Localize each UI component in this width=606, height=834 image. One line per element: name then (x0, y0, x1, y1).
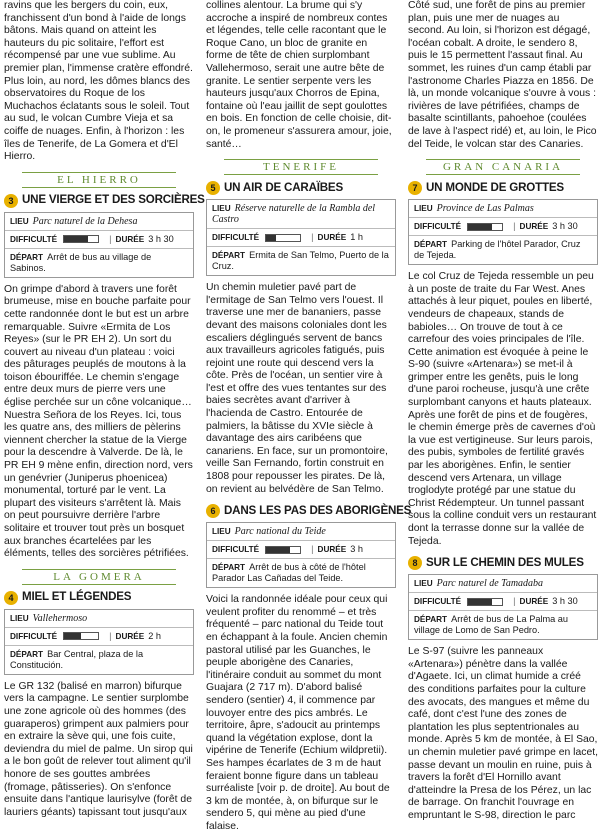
info-difficulty-duration: DIFFICULTÉ | DURÉE 1 h (207, 229, 395, 247)
region-heading-el-hierro: EL HIERRO (22, 172, 176, 188)
section-header-8 (408, 556, 598, 570)
info-lieu: LIEU Parc naturel de Tamadaba (409, 575, 597, 593)
difficulty-bar (467, 598, 503, 606)
info-box (206, 522, 396, 588)
article-text: collines alentour. La brume qui s'y accroche a inspiré de nombreux contes et légendes, telle celle racontant que le Roque Cano, un bloc de granite en forme de tête de chien surplombant Vallehermoso, serait une autre bête de granite. Le sentier serpente vers les hauteurs jusqu'aux Chorros de Epina, fontaine où l'eau jaillit de sept goulottes en bois. En fonction de celle choisie, dit-on, le promeneur s'assurera amour, joie, santé… (206, 0, 392, 150)
region-heading-la-gomera: LA GOMERA (22, 569, 176, 585)
section-header-7 (408, 181, 598, 195)
info-depart: DÉPART Arrêt de bus de La Palma au village de Lomo de San Pedro. (414, 614, 569, 636)
info-lieu: LIEU Parc naturel de la Dehesa (5, 213, 193, 231)
difficulty-bar (467, 223, 503, 231)
info-depart: DÉPART Bar Central, plaza de la Constitución. (10, 648, 144, 670)
section-title: UNE VIERGE ET DES SORCIÈRES (22, 193, 205, 207)
article-text: On grimpe d'abord à travers une forêt brumeuse, mise en bouche parfaite pour cette randonnée dont le but est un arbre remarquable. Suivre «Ermita de Los Reyes» (sur le PR EH 2). Un sort du couvert au niveau d'un plateau : voici des pâturages peuplés de moutons à la toison ébouriffée. Le chemin s'engage entre deux murs de pierre vers une église perchée sur un cône volcanique… Nuestra Señora de los Reyes. Ici, tous les quatre ans, des milliers de pèlerins viennent chercher la statue de la Vierge pour la descendre à Valverde. De là, le PR EH 9 mène enfin, direction nord, vers un genévrier (Juniperus phoenicea) monumental, torturé par le vent. La plupart des visiteurs s'arrêtent là. Mais on peut poursuivre derrière l'arbre solitaire et trouver tout près un bosquet aux branches écartelées par les éléments, telles des sorcières pétrifiées. (4, 283, 193, 560)
info-depart: DÉPART Parking de l'hôtel Parador, Cruz de Tejeda. (414, 239, 581, 261)
info-lieu: LIEU Vallehermoso (5, 610, 193, 628)
article-text: Voici la randonnée idéale pour ceux qui veulent profiter du renommé – et très fréquenté – parc national du Teide tout en échappant à la foule. Ancien chemin pastoral utilisé par les Guanches, le peuple aborigène des Canaries, l'itinéraire conduit au sommet du mont Guajara (2 717 m). D'abord balisé sendero (sentier) 4, il commence par louvoyer entre des pics ambrés. Le territoire, âpre, s'adoucit au printemps quand la végétation explose, dont la vipérine de Tenerife (Echium wildpretii). Ses hampes écarlates de 3 m de haut feraient bonne figure dans un tableau surréaliste [voir p. de droite]. Au bout de 3 km de montée, à, on bifurque sur le sendero 5, qui mène au pied d'une falaise. (206, 594, 390, 832)
info-box (408, 199, 598, 265)
info-difficulty-duration: DIFFICULTÉ | DURÉE 3 h (207, 541, 395, 559)
section-title: SUR LE CHEMIN DES MULES (426, 555, 584, 569)
article-text: Le S-97 (suivre les panneaux «Artenara») pénètre dans la vallée d'Agaete. Ici, un climat humide a créé des conditions parfaites pour la culture des avocats, des mangues et même du café, dont c'est l'une des zones de plantation les plus septentrionales au monde. Après 5 km de montée, à El Sao, un chemin muletier pavé grimpe en lacet, passe devant un moulin en ruine, puis à travers la forêt d'El Hornillo avant d'atteindre la Presa de los Pérez, un lac de barrage. On franchit l'ouvrage en empruntant le S-98, direction le parc (408, 646, 599, 821)
info-difficulty-duration: DIFFICULTÉ | DURÉE 3 h 30 (5, 231, 193, 249)
info-difficulty-duration: DIFFICULTÉ | DURÉE 3 h 30 (409, 218, 597, 236)
section-title: UN MONDE DE GROTTES (426, 180, 564, 194)
section-number-badge: 6 (206, 504, 220, 518)
difficulty-bar (63, 235, 99, 243)
difficulty-bar (265, 546, 301, 554)
section-number-badge: 3 (4, 194, 18, 208)
info-lieu: LIEU Réserve naturelle de la Rambla del Castro (207, 200, 395, 229)
section-header-3 (4, 193, 205, 208)
info-box (4, 212, 194, 278)
info-difficulty-duration: DIFFICULTÉ | DURÉE 2 h (5, 628, 193, 646)
column-1 (4, 0, 205, 819)
section-number-badge: 7 (408, 181, 422, 195)
info-lieu: LIEU Province de Las Palmas (409, 200, 597, 218)
info-lieu: LIEU Parc national du Teide (207, 523, 395, 541)
info-depart: DÉPART Ermita de San Telmo, Puerto de la Cruz. (212, 250, 389, 272)
info-depart: DÉPART Arrêt de bus au village de Sabinos. (10, 251, 152, 273)
info-depart: DÉPART Arrêt de bus à côté de l'hôtel Parador Las Cañadas del Teide. (212, 562, 366, 584)
info-box (408, 574, 598, 640)
column-2 (206, 0, 412, 834)
section-title: MIEL ET LÉGENDES (22, 590, 132, 604)
article-text: Le col Cruz de Tejeda ressemble un peu à un poste de traite du Far West. Anes attachés à leur piquet, poules en liberté, vendeurs de chapeaux, stands de babioles… On trouve de tout à ce carrefour des voies principales de l'île. Cette animation est évoquée à peine le S-90 (suivre «Artenara») se met-il à grimper entre les genêts, puis le long d'une paroi rocheuse, jusqu'à une crête surplombant canyons et hauts plateaux. Après une forêt de pins et de fougères, le chemin émerge près de cavernes d'où la vue est vertigineuse. Sur leurs parois, des pubis, symboles de fertilité gravés par les aborigènes. Enfin, le sentier descend vers Artenara, un village troglodyte protégé par une statue du Christ Rédempteur. Un tunnel passant sous la colline conduit vers un restaurant dont la terrasse donne sur la vallée de Tejeda. (408, 271, 597, 547)
info-difficulty-duration: DIFFICULTÉ | DURÉE 3 h 30 (409, 593, 597, 611)
region-heading-gran-canaria: GRAN CANARIA (426, 159, 580, 175)
section-number-badge: 8 (408, 556, 422, 570)
difficulty-bar (63, 632, 99, 640)
article-text: Le GR 132 (balisé en marron) bifurque vers la campagne. Le sentier surplombe une zone agricole où des hommes (des guaraperos) grimpent aux palmiers pour en extraire la sève qui, une fois cuite, deviendra du miel de palme. Un sirop qui a le bon goût de relever tout aliment qu'il honore de ses gouttes ambrées (fromage, pâtisseries). On s'enfonce ensuite dans l'antique laurisylve (forêt de lauriers géants) tapissant tout jusqu'aux (4, 680, 193, 818)
difficulty-bar (265, 234, 301, 242)
article-text: ravins que les bergers du coin, eux, franchissent d'un bond à l'aide de longs bâtons. Mais quand on atteint les hauteurs du pic solitaire, l'effort est récompensé par une vue sublime. Au premier plan, l'immense cratère effondré. Plus loin, au nord, les dômes blancs des observatoires du Roque de los Muchachos éclatants sous le soleil. Tout au sud, le volcan Cumbre Vieja et sa coiffe de nuages. Enfin, à l'horizon : les îles de Tenerife, de La Gomera et d'El Hierro. (4, 0, 193, 163)
region-heading-tenerife: TENERIFE (224, 159, 378, 175)
column-3 (408, 0, 598, 823)
section-number-badge: 4 (4, 591, 18, 605)
info-box (206, 199, 396, 276)
section-header-5 (206, 181, 396, 195)
article-text: Côté sud, une forêt de pins au premier plan, puis une mer de nuages au second. Au loin, si l'horizon est dégagé, l'océan cobalt. A droite, le sendero 8, puis le 15 permettent l'assaut final. Au sommet, les ruines d'un camp établi par l'astronome Charles Piazza en 1856. De là, un monde volcanique s'ouvre à vous : rivières de lave pétrifiées, champs de basalte scintillants, pahoehoe (coulées de lave à l'aspect ridé) et, au loin, le Pico del Teide, le volcan star des Canaries. (408, 0, 597, 150)
section-title: DANS LES PAS DES ABORIGÈNES (224, 503, 412, 517)
section-header-6 (206, 503, 412, 518)
info-box (4, 609, 194, 675)
article-text: Un chemin muletier pavé part de l'ermitage de San Telmo vers l'ouest. Il traverse une mer de bananiers, passe devant des maisons coloniales dont les escaliers déglingués servent de bancs aux travailleurs agricoles fatigués, puis rejoint une route qui descend vers la côte. Près de l'océan, un sentier vire à l'est et offre des vues tentantes sur des baies secrètes avant d'arriver à l'hacienda de Castro. Entourée de palmiers, la bâtisse du XVIe siècle à davantage des airs caribéens que canariens. En face, sur un promontoire, veille San Fernando, fortin construit en 1808 pour repousser les pirates. De là, on revient au belvédère de San Telmo. (206, 282, 388, 495)
section-number-badge: 5 (206, 181, 220, 195)
section-title: UN AIR DE CARAÏBES (224, 180, 344, 194)
section-header-4 (4, 591, 194, 605)
